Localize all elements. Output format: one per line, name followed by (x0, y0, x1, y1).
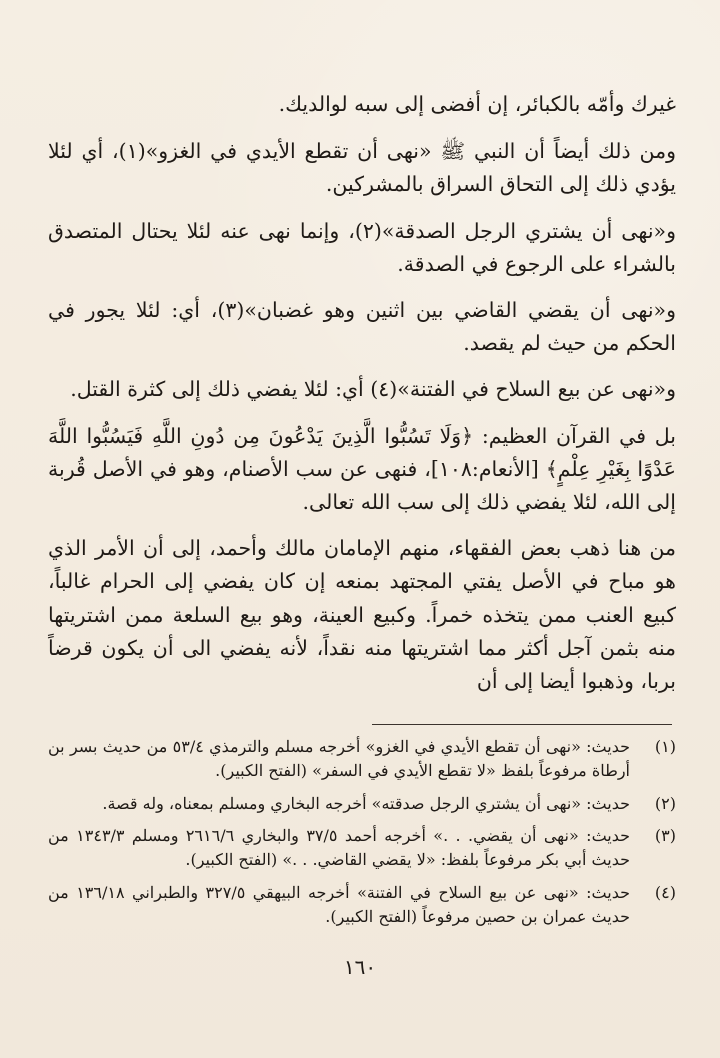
paragraph-5: و«نهى عن بيع السلاح في الفتنة»(٤) أي: لئلا يفضي ذلك إلى كثرة القتل. (70, 377, 676, 402)
footnote-number-2: (٢) (654, 793, 676, 813)
paragraph-1: غيرك وأمّه بالكبائر، إن أفضى إلى سبه لوالديك. (278, 92, 676, 116)
footnote-4 (48, 881, 676, 930)
footnote-number-4: (٤) (654, 882, 676, 902)
footnote-3 (48, 824, 676, 873)
footnote-1 (48, 735, 676, 784)
paragraph-6: بل في القرآن العظيم: ﴿وَلَا تَسُبُّوا الَّذِينَ يَدْعُونَ مِن دُونِ اللَّهِ فَيَسُبُّوا اللَّهَ عَدْوًا بِغَيْرِ عِلْمٍ﴾ [الأنعام:١٠٨]، فنهى عن سب الأصنام، وهو في الأصل قُربة إلى الله، لئلا يفضي ذلك إلى سب الله تعالى. (48, 423, 677, 515)
page-number: ١٦٠ (343, 955, 377, 979)
footnotes-section (48, 735, 676, 937)
footnote-text-4: حديث: «نهى عن بيع السلاح في الفتنة» أخرجه البيهقي ٣٢٧/٥ والطبراني ١٣٦/١٨ من حديث عمران بن حصين مرفوعاً (الفتح الكبير). (48, 882, 630, 926)
footnote-number-3: (٣) (654, 825, 676, 845)
footnote-2 (48, 792, 676, 816)
footnote-text-2: حديث: «نهى أن يشتري الرجل صدقته» أخرجه البخاري ومسلم بمعناه، وله قصة. (102, 793, 630, 813)
paragraph-4: و«نهى أن يقضي القاضي بين اثنين وهو غضبان»(٣)، أي: لئلا يجور في الحكم من حيث لم يقصد. (48, 298, 676, 356)
footnote-text-3: حديث: «نهى أن يقضي. . .» أخرجه أحمد ٣٧/٥ والبخاري ٢٦١٦/٦ ومسلم ١٣٤٣/٣ من حديث أبي بكر مرفوعاً بلفظ: «لا يقضي القاضي. . .» (الفتح الكبير). (48, 825, 631, 870)
paragraph-3: و«نهى أن يشتري الرجل الصدقة»(٢)، وإنما نهى عنه لئلا يحتال المتصدق بالشراء على الرجوع في الصدقة. (48, 218, 676, 276)
paragraph-7: من هنا ذهب بعض الفقهاء، منهم الإمامان مالك وأحمد، إلى أن الأمر الذي هو مباح في الأصل يفتي المجتهد بمنعه إن كان يفضي إلى الحرام غالباً، كبيع العنب ممن يتخذه خمراً. وكبيع العينة، وهو بيع السلعة ممن اشتريتها منه بثمن آجل أكثر مما اشتريتها منه نقداً، لأنه يفضي الى أن يكون قرضاً بربا، وذهبوا أيضا إلى أن (48, 536, 676, 694)
footnote-text-1: حديث: «نهى أن تقطع الأيدي في الغزو» أخرجه مسلم والترمذي ٥٣/٤ من حديث بسر بن أرطاة مرفوعاً بلفظ «لا تقطع الأيدي في السفر» (الفتح الكبير). (48, 737, 631, 781)
main-text (48, 88, 676, 711)
footnote-number-1: (١) (654, 737, 676, 756)
paragraph-2: ومن ذلك أيضاً أن النبي ﷺ «نهى أن تقطع الأيدي في الغزو»(١)، أي لئلا يؤدي ذلك إلى التحاق السراق بالمشركين. (48, 139, 676, 197)
footnote-divider (372, 724, 672, 725)
